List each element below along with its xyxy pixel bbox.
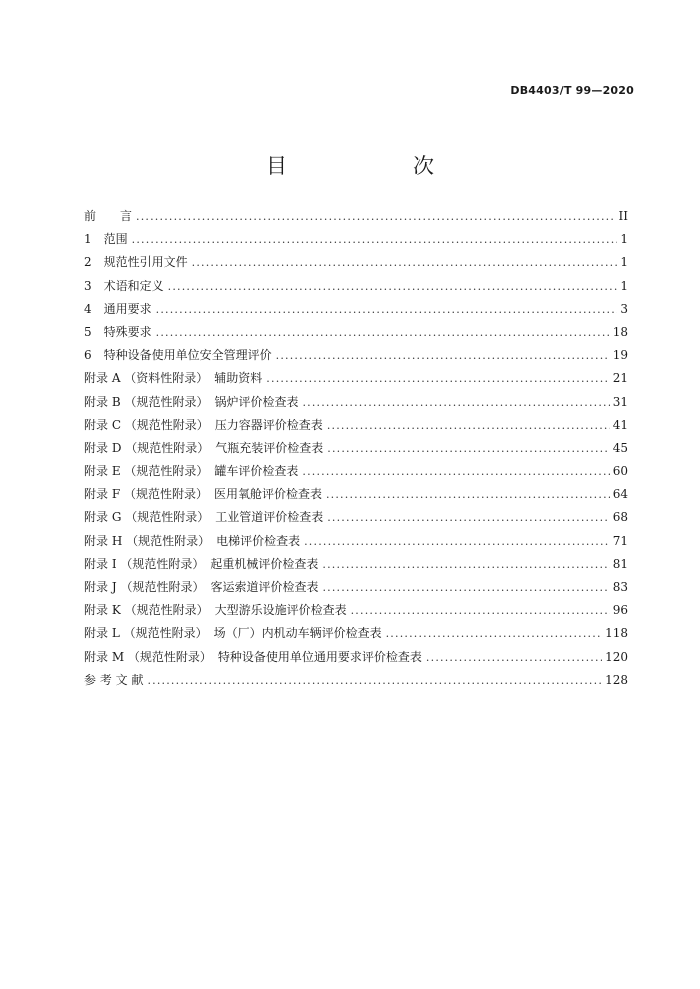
- toc-entry-label: 附录 D （规范性附录） 气瓶充装评价检查表: [84, 440, 324, 455]
- toc-entry-appendix-h[interactable]: [84, 532, 628, 555]
- dot-leader: [426, 651, 602, 664]
- toc-entry-label: 附录 K （规范性附录） 大型游乐设施评价检查表: [84, 603, 347, 618]
- dot-leader: [136, 210, 616, 223]
- toc-entry-page: 18: [612, 324, 628, 339]
- table-of-contents: [84, 207, 628, 694]
- toc-entry-label: 参 考 文 献: [84, 672, 144, 687]
- toc-entry-appendix-c[interactable]: [84, 416, 628, 439]
- toc-entry-label: 附录 F （规范性附录） 医用氧舱评价检查表: [84, 487, 322, 502]
- toc-entry-label: 附录 E （规范性附录） 罐车评价检查表: [84, 464, 299, 479]
- toc-entry-page: 68: [612, 510, 628, 525]
- dot-leader: [132, 233, 617, 246]
- dot-leader: [156, 303, 617, 316]
- document-code: DB4403/T 99—2020: [510, 84, 634, 97]
- toc-entry-page: 41: [612, 417, 628, 432]
- toc-entry-special-requirements[interactable]: [84, 323, 628, 346]
- toc-entry-page: 60: [612, 464, 628, 479]
- dot-leader: [302, 396, 609, 409]
- toc-entry-appendix-f[interactable]: [84, 485, 628, 508]
- toc-entry-safety-management-evaluation[interactable]: [84, 346, 628, 369]
- toc-entry-page: 71: [612, 533, 628, 548]
- toc-entry-label: 4 通用要求: [84, 301, 152, 316]
- dot-leader: [327, 442, 609, 455]
- toc-entry-label: 6 特种设备使用单位安全管理评价: [84, 348, 272, 363]
- toc-entry-page: 81: [612, 556, 628, 571]
- dot-leader: [322, 581, 609, 594]
- toc-entry-appendix-k[interactable]: [84, 601, 628, 624]
- toc-entry-appendix-d[interactable]: [84, 439, 628, 462]
- dot-leader: [322, 558, 609, 571]
- toc-entry-foreword[interactable]: [84, 207, 628, 230]
- dot-leader: [327, 511, 610, 524]
- toc-entry-label: 附录 B （规范性附录） 锅炉评价检查表: [84, 394, 299, 409]
- toc-entry-appendix-l[interactable]: [84, 624, 628, 647]
- dot-leader: [326, 488, 610, 501]
- toc-entry-label: 附录 C （规范性附录） 压力容器评价检查表: [84, 417, 323, 432]
- toc-entry-references[interactable]: [84, 671, 628, 694]
- toc-entry-page: 83: [612, 580, 628, 594]
- toc-entry-appendix-b[interactable]: [84, 393, 628, 416]
- toc-entry-label: 前 言: [84, 209, 133, 223]
- toc-entry-page: 31: [612, 394, 628, 409]
- toc-entry-page: 128: [605, 672, 628, 687]
- dot-leader: [147, 674, 602, 687]
- toc-entry-label: 附录 G （规范性附录） 工业管道评价检查表: [84, 510, 324, 525]
- toc-entry-page: 64: [612, 487, 628, 502]
- toc-entry-appendix-a[interactable]: [84, 369, 628, 392]
- toc-entry-page: 19: [612, 348, 628, 363]
- toc-entry-normative-references[interactable]: [84, 253, 628, 276]
- toc-title: 目 次: [266, 154, 462, 178]
- toc-entry-label: 附录 A （资料性附录） 辅助资料: [84, 371, 263, 386]
- toc-entry-page: 45: [612, 440, 628, 455]
- toc-entry-page: 1: [620, 232, 628, 247]
- toc-entry-label: 附录 J （规范性附录） 客运索道评价检查表: [84, 580, 319, 594]
- dot-leader: [192, 256, 617, 269]
- toc-entry-page: 21: [612, 371, 628, 386]
- toc-entry-appendix-j[interactable]: [84, 578, 628, 601]
- toc-entry-page: 1: [620, 278, 628, 293]
- dot-leader: [168, 280, 617, 293]
- toc-entry-page: 120: [605, 649, 628, 664]
- toc-entry-page: 96: [612, 603, 628, 618]
- dot-leader: [386, 627, 602, 640]
- toc-entry-page: 1: [620, 255, 628, 270]
- toc-entry-appendix-e[interactable]: [84, 462, 628, 485]
- dot-leader: [327, 419, 610, 432]
- dot-leader: [266, 372, 609, 385]
- toc-entry-appendix-m[interactable]: [84, 648, 628, 671]
- toc-entry-label: 5 特殊要求: [84, 324, 152, 339]
- dot-leader: [156, 326, 610, 339]
- toc-entry-page: II: [618, 209, 628, 223]
- toc-entry-scope[interactable]: [84, 230, 628, 253]
- toc-entry-terms-definitions[interactable]: [84, 277, 628, 300]
- dot-leader: [304, 535, 610, 548]
- dot-leader: [351, 604, 610, 617]
- dot-leader: [276, 349, 610, 362]
- toc-entry-label: 附录 H （规范性附录） 电梯评价检查表: [84, 533, 301, 548]
- toc-entry-label: 2 规范性引用文件: [84, 255, 188, 270]
- toc-entry-page: 3: [620, 301, 628, 316]
- toc-entry-label: 附录 L （规范性附录） 场（厂）内机动车辆评价检查表: [84, 626, 382, 641]
- toc-entry-appendix-i[interactable]: [84, 555, 628, 578]
- toc-entry-label: 1 范围: [84, 232, 128, 247]
- toc-entry-page: 118: [605, 626, 628, 641]
- dot-leader: [302, 465, 609, 478]
- toc-entry-appendix-g[interactable]: [84, 508, 628, 531]
- toc-entry-label: 附录 M （规范性附录） 特种设备使用单位通用要求评价检查表: [84, 649, 422, 664]
- toc-entry-label: 附录 I （规范性附录） 起重机械评价检查表: [84, 556, 319, 571]
- toc-entry-general-requirements[interactable]: [84, 300, 628, 323]
- toc-entry-label: 3 术语和定义: [84, 278, 164, 293]
